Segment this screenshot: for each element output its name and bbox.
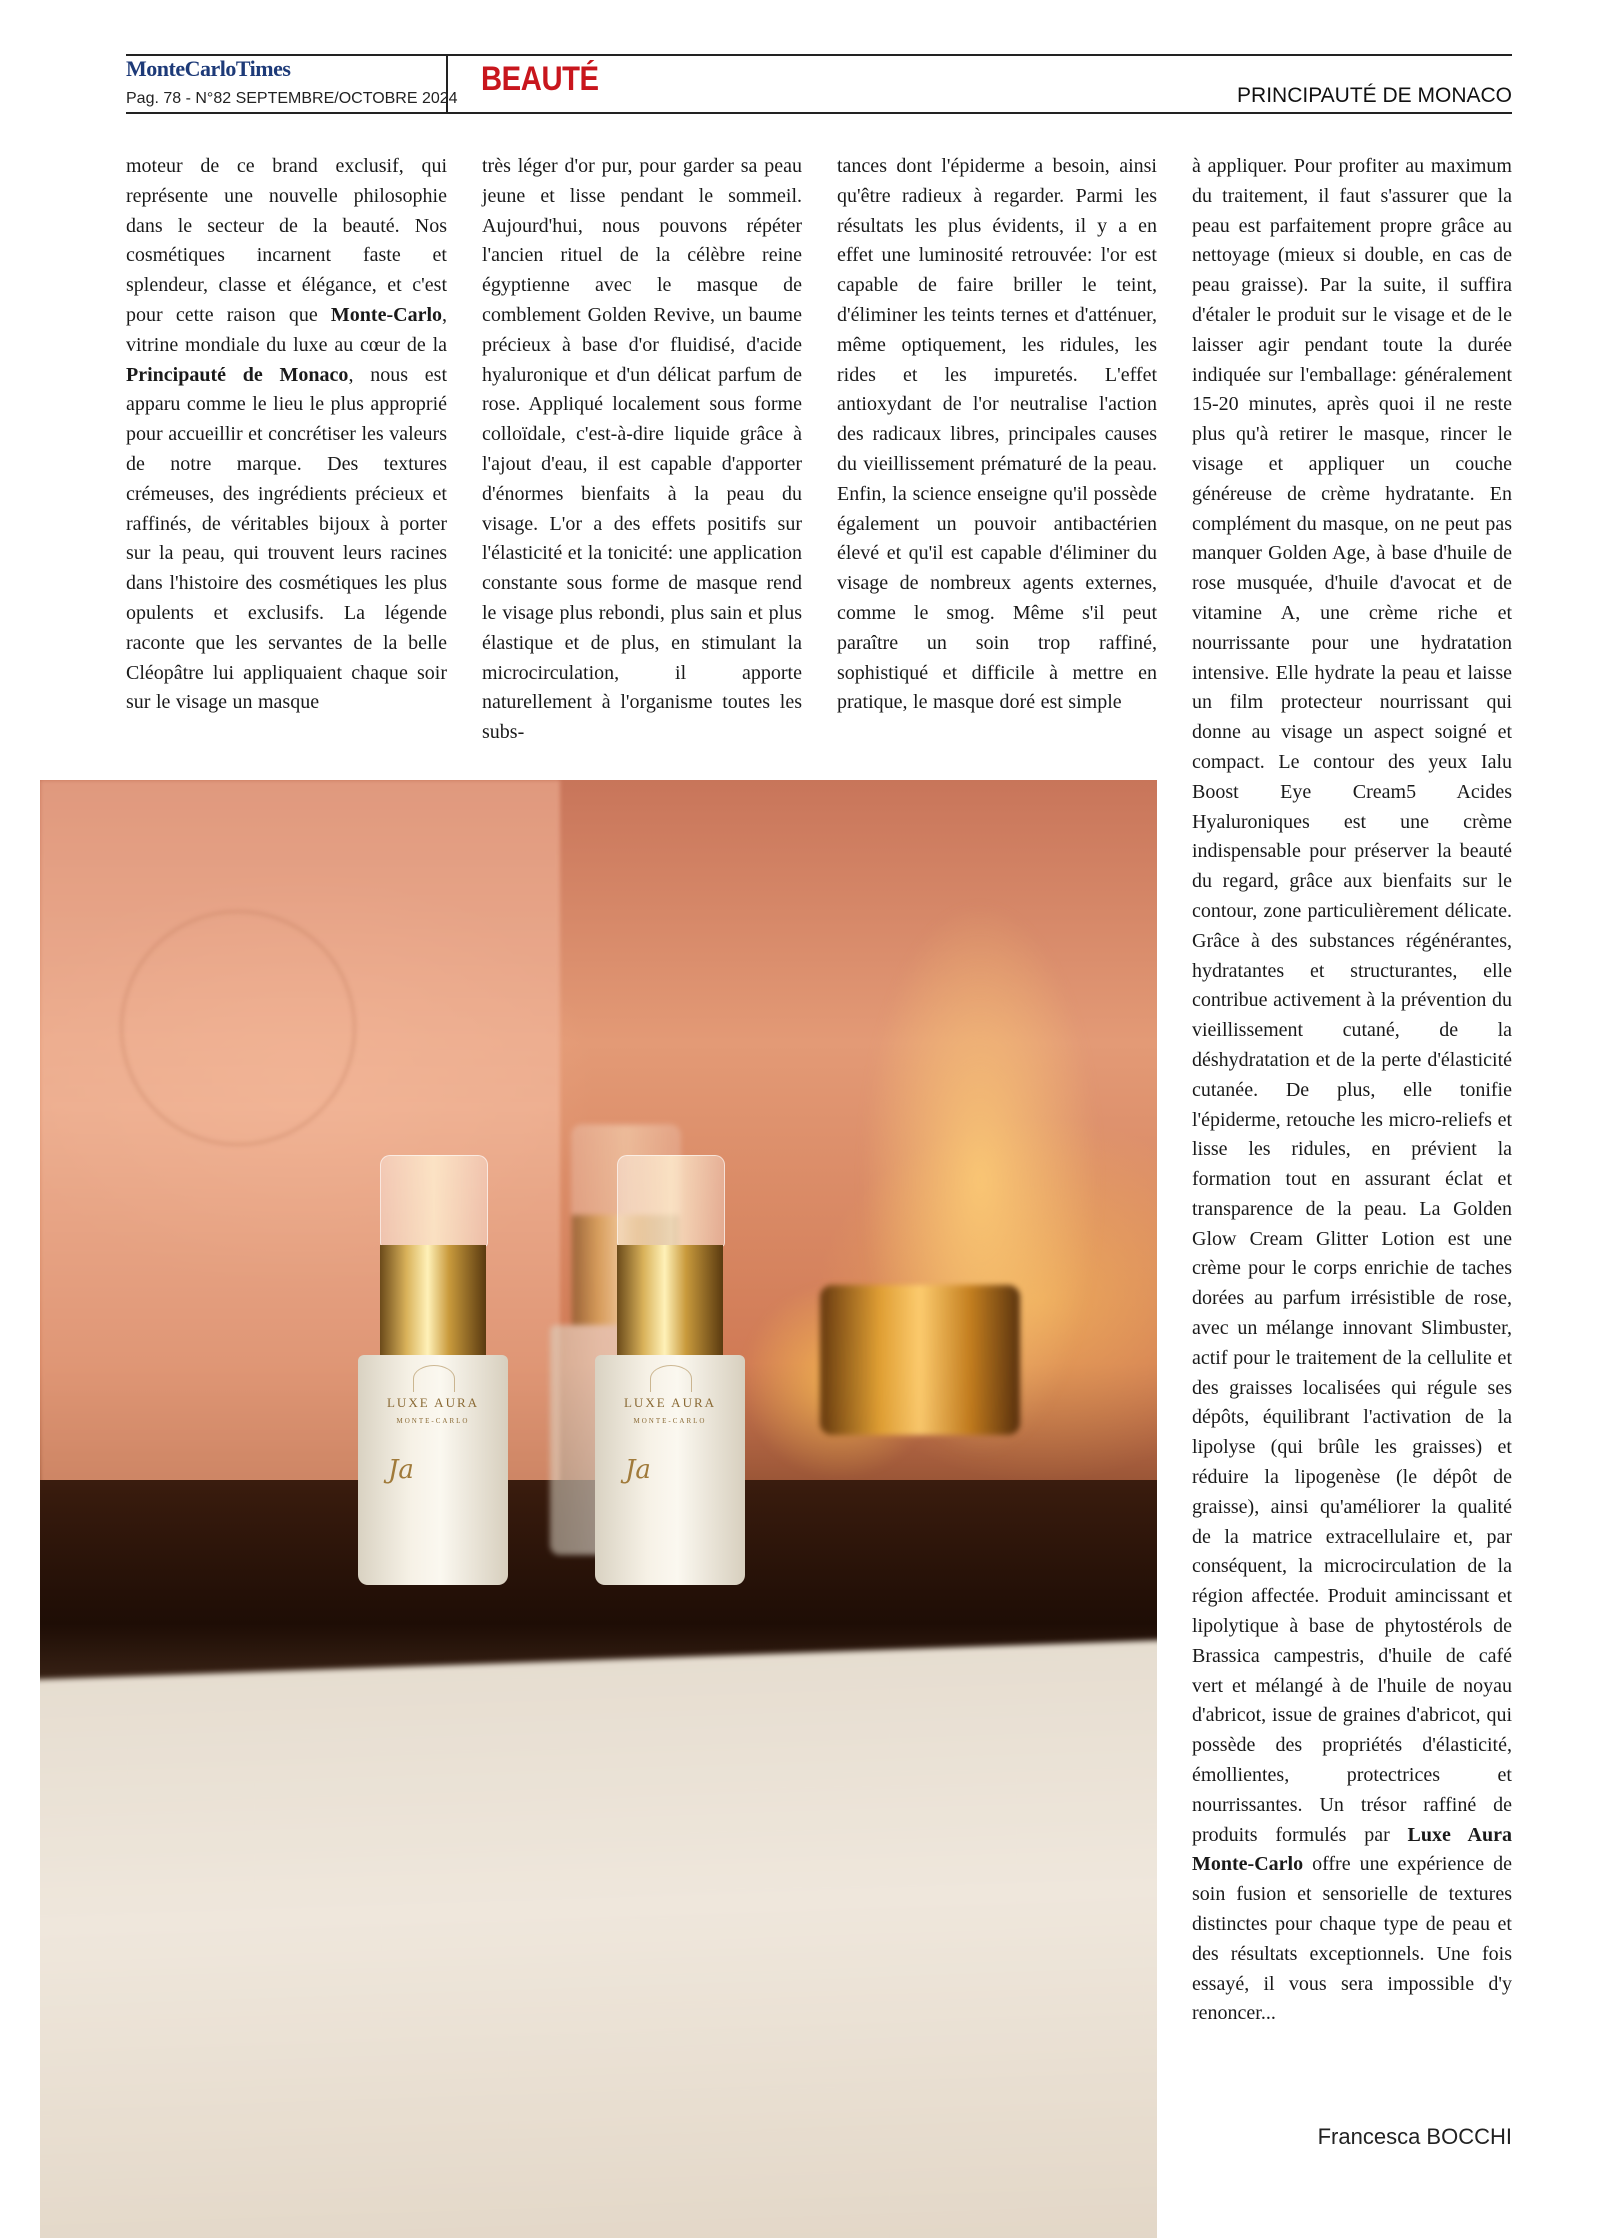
bottle-subbrand: MONTE-CARLO (633, 1417, 707, 1425)
article-column-2 (482, 152, 802, 748)
signature-icon: Ja (388, 1455, 414, 1485)
bottle-brand: LUXE AURA (623, 1395, 717, 1410)
article-column-3 (837, 152, 1157, 718)
publication-logo: MonteCarloTimes (126, 56, 291, 81)
issue-info: Pag. 78 - N°82 SEPTEMBRE/OCTOBRE 2024 (126, 90, 458, 107)
article-column-4 (1192, 152, 1512, 2029)
bottle-collar (380, 1245, 486, 1355)
bottle-cap (617, 1155, 725, 1247)
signature-icon: Ja (625, 1455, 651, 1485)
author-byline: Francesca BOCCHI (1317, 2124, 1512, 2149)
laurel-icon (650, 1365, 692, 1392)
section-title: BEAUTÉ (481, 60, 599, 98)
header-top-rule (126, 54, 1512, 56)
bottle-cap (380, 1155, 488, 1247)
article-column-1 (126, 152, 447, 718)
wall-emblem-icon (120, 910, 356, 1146)
header-bottom-rule (126, 112, 1512, 114)
paragraph: tances dont l'épiderme a besoin, ainsi qu'être radieux à regarder. Parmi les résultats les plus évidents, il y a en effet une luminosité retrouvée: l'or est capable de faire briller le teint, d'éliminer les teints ternes et d'atténuer, même optiquement, les ridules, les rides et les impuretés. L'effet antioxydant de l'or neutralise l'action des radicaux libres, principales causes du vieillissement prématuré de la peau. Enfin, la science enseigne qu'il possède également un pouvoir antibactérien élevé et qu'il est capable d'éliminer du visage de nombreux agents externes, comme le smog. Même s'il peut paraître un soin trop raffiné, sophistiqué et difficile à mettre en pratique, le masque doré est simple (837, 155, 1157, 714)
bottle-collar (617, 1245, 723, 1355)
bottle-brand: LUXE AURA (386, 1395, 480, 1410)
bottle-subbrand: MONTE-CARLO (396, 1417, 470, 1425)
region-label: PRINCIPAUTÉ DE MONACO (1237, 84, 1512, 107)
serum-bottle (358, 1155, 508, 1585)
laurel-icon (413, 1365, 455, 1392)
paragraph: à appliquer. Pour profiter au maximum du traitement, il faut s'assurer que la peau est parfaitement propre grâce au nettoyage (mieux si double, en cas de peau graisse). Par la suite, il suffira d'étaler le produit sur le visage et de le laisser agir pendant toute la durée indiquée sur l'emballage: généralement 15-20 minutes, après quoi il ne reste plus qu'à retirer le masque, rincer le visage et appliquer un couche généreuse de crème hydratante. En complément du masque, on ne peut pas manquer Golden Age, à base d'huile de rose musquée, d'huile d'avocat et de vitamine A, une crème riche et nourrissante pour une hydratation intensive. Elle hydrate la peau et laisse un film protecteur nourrissant qui donne au visage un aspect soigné et compact. Le contour des yeux Ialu Boost Eye Cream5 Acides Hyaluroniques est une crème indispensable pour préserver la beauté du regard, grâce aux bienfaits sur le contour, zone particulièrement délicate. Grâce à des substances régénérantes, hydratantes et structurantes, elle contribue activement à la prévention du vieillissement cutané, de la déshydratation et de la perte d'élasticité cutanée. De plus, elle tonifie l'épiderme, retouche les micro-reliefs et lisse les ridules, en prévient la formation tout en assurant éclat et transparence de la peau. La Golden Glow Cream Glitter Lotion est une crème pour le corps enrichie de taches dorées au parfum irrésistible de rose, avec un mélange innovant Slimbuster, actif pour le traitement de la cellulite et des graisses localisées qui régule ses dépôts, équilibrant l'activation de la lipolyse (qui brûle les graisses) et réduire la lipogenèse (le dépôt de graisse), ainsi qu'améliorer la qualité de la matrice extracellulaire et, par conséquent, la microcirculation de la région affectée. Produit amincissant et lipolytique à base de phytostérols de Brassica campestris, d'huile de café vert et mélangé à de l'huile de noyau d'abricot, issue de graines d'abricot, qui possède des propriétés d'élasticité, émollientes, protectrices et nourrissantes. Un trésor raffiné de produits formulés par Luxe Aura Monte-Carlo offre une expérience de soin fusion et sensorielle de textures distinctes pour chaque type de peau et des résultats exceptionnels. Une fois essayé, il vous sera impossible d'y renoncer... (1192, 155, 1512, 2025)
paragraph: très léger d'or pur, pour garder sa peau jeune et lisse pendant le sommeil. Aujourd'hui, nous pouvons répéter l'ancien rituel de la célèbre reine égyptienne avec le masque de comblement Golden Revive, un baume précieux à base d'or fluidisé, d'acide hyaluronique et d'un délicat parfum de rose. Appliqué localement sous forme colloïdale, c'est-à-dire liquide grâce à l'ajout d'eau, il est capable d'apporter d'énormes bienfaits à la peau du visage. L'or a des effets positifs sur l'élasticité et la tonicité: une application constante sous forme de masque rend le visage plus rebondi, plus sain et plus élastique et de plus, en stimulant la microcirculation, il apporte naturellement à l'organisme toutes les subs- (482, 155, 802, 744)
brochure (40, 1639, 1157, 2238)
product-photo (40, 780, 1157, 2238)
serum-bottle (595, 1155, 745, 1585)
cream-jar (820, 1285, 1020, 1435)
paragraph: moteur de ce brand exclusif, qui représente une nouvelle philosophie dans le secteur de la beauté. Nos cosmétiques incarnent faste et splendeur, classe et élégance, et c'est pour cette raison que Monte-Carlo, vitrine mondiale du luxe au cœur de la Principauté de Monaco, nous est apparu comme le lieu le plus approprié pour accueillir et concrétiser les valeurs de notre marque. Des textures crémeuses, des ingrédients précieux et raffinés, de véritables bijoux à porter sur la peau, qui trouvent leurs racines dans l'histoire des cosmétiques les plus opulents et exclusifs. La légende raconte que les servantes de la belle Cléopâtre lui appliquaient chaque soir sur le visage un masque (126, 155, 447, 714)
